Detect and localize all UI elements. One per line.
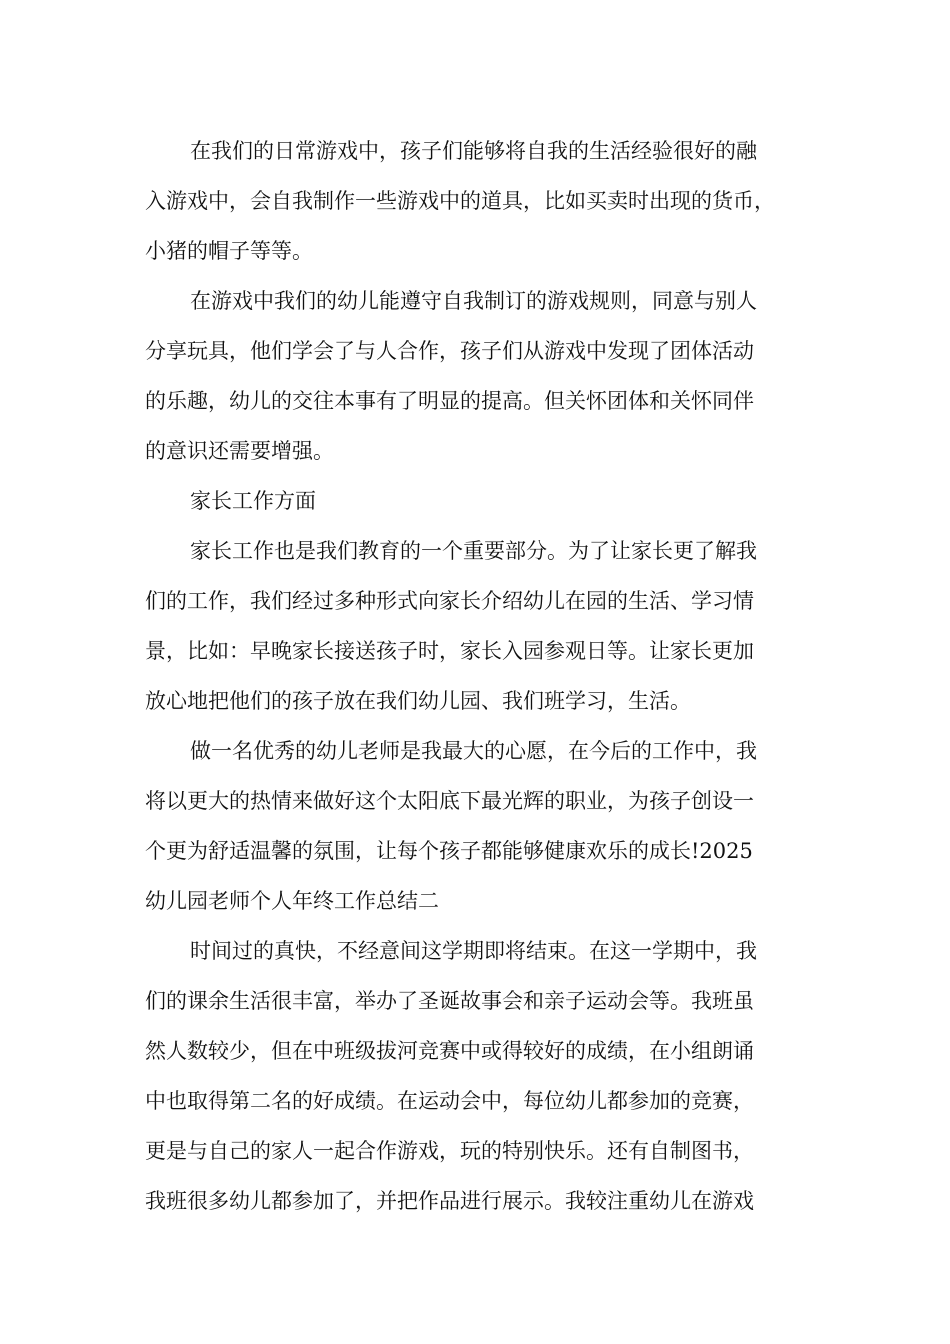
text-line: 们的工作，我们经过多种形式向家长介绍幼儿在园的生活、学习情 xyxy=(145,589,754,613)
text-line: 做一名优秀的幼儿老师是我最大的心愿，在今后的工作中，我 xyxy=(190,739,757,763)
text-line: 分享玩具，他们学会了与人合作，孩子们从游戏中发现了团体活动 xyxy=(145,339,754,363)
text-line: 的乐趣，幼儿的交往本事有了明显的提高。但关怀团体和关怀同伴 xyxy=(145,389,754,413)
text-line: 们的课余生活很丰富，举办了圣诞故事会和亲子运动会等。我班虽 xyxy=(145,989,754,1013)
text-line: 放心地把他们的孩子放在我们幼儿园、我们班学习，生活。 xyxy=(145,689,691,713)
text-line: 在游戏中我们的幼儿能遵守自我制订的游戏规则，同意与别人 xyxy=(190,289,757,313)
text-line: 在我们的日常游戏中，孩子们能够将自我的生活经验很好的融 xyxy=(190,139,757,163)
text-line: 入游戏中，会自我制作一些游戏中的道具，比如买卖时出现的货币， xyxy=(145,189,775,213)
text-line: 更是与自己的家人一起合作游戏，玩的特别快乐。还有自制图书， xyxy=(145,1139,754,1163)
section-heading: 家长工作方面 xyxy=(190,489,316,513)
text-line: 个更为舒适温馨的氛围，让每个孩子都能够健康欢乐的成长!2025 xyxy=(145,839,753,863)
text-line: 将以更大的热情来做好这个太阳底下最光辉的职业，为孩子创设一 xyxy=(145,789,754,813)
text-line: 时间过的真快，不经意间这学期即将结束。在这一学期中，我 xyxy=(190,939,757,963)
text-line: 我班很多幼儿都参加了，并把作品进行展示。我较注重幼儿在游戏 xyxy=(145,1189,754,1213)
text-line: 景，比如：早晚家长接送孩子时，家长入园参观日等。让家长更加 xyxy=(145,639,754,663)
text-line: 的意识还需要增强。 xyxy=(145,439,334,463)
text-line: 小猪的帽子等等。 xyxy=(145,239,313,263)
section-title: 幼儿园老师个人年终工作总结二 xyxy=(145,889,439,913)
text-line: 然人数较少，但在中班级拔河竞赛中或得较好的成绩，在小组朗诵 xyxy=(145,1039,754,1063)
text-line: 中也取得第二名的好成绩。在运动会中，每位幼儿都参加的竞赛， xyxy=(145,1089,754,1113)
text-line: 家长工作也是我们教育的一个重要部分。为了让家长更了解我 xyxy=(190,539,757,563)
